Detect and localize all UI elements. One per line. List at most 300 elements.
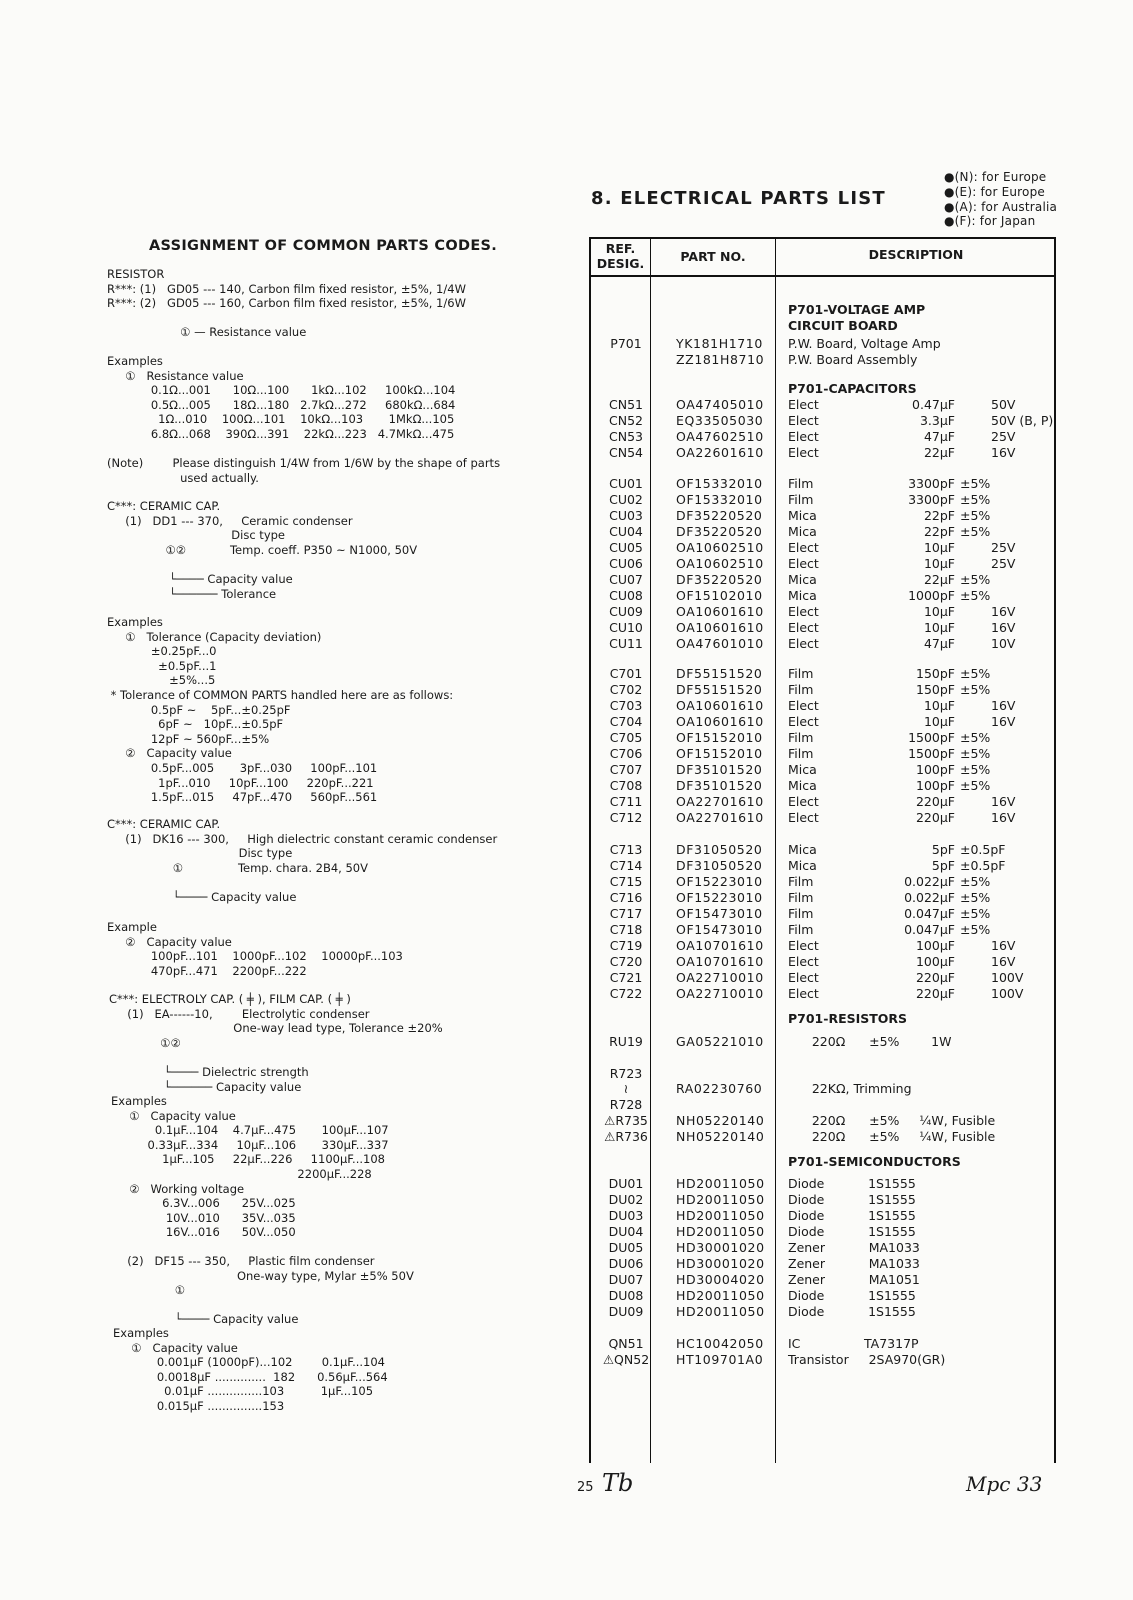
part-no-cell: DF55151520 bbox=[676, 666, 763, 681]
ref-cell: R728 bbox=[609, 1097, 643, 1112]
header-ref: REF. DESIG. bbox=[596, 241, 645, 271]
voltage-cell: 16V bbox=[991, 445, 1016, 460]
table-row bbox=[591, 429, 1054, 445]
part-no-cell: OA22601610 bbox=[676, 445, 764, 460]
part-no-cell: EQ33505030 bbox=[676, 413, 764, 428]
voltage-cell: 16V bbox=[991, 954, 1016, 969]
voltage-cell: 16V bbox=[991, 714, 1016, 729]
description-cell: 22KΩ, Trimming bbox=[788, 1081, 912, 1096]
value-cell: 10µF bbox=[923, 620, 955, 635]
voltage-cell: 16V bbox=[991, 620, 1016, 635]
description-cell: Film bbox=[788, 492, 814, 507]
table-row bbox=[591, 858, 1054, 874]
table-row bbox=[591, 508, 1054, 524]
value-cell: 0.022µF bbox=[904, 890, 955, 905]
table-row bbox=[591, 986, 1054, 1002]
electrolytic-examples: Examples ① Capacity value 0.1µF...104 4.7µF...475 100µF...107 0.33µF...334 10µF...106 330µF...337 1µF...105 22µF...226 1100µF...108 2200µF...228 ② Working voltage 6.3V...006 25V...025 10V...010 35V...035 16V...016 50V...050 bbox=[111, 1094, 389, 1240]
value-cell: 0.047µF bbox=[904, 906, 955, 921]
description-cell: Elect bbox=[788, 413, 819, 428]
value-cell: 3.3µF bbox=[919, 413, 955, 428]
value-cell: 10µF bbox=[923, 698, 955, 713]
description-cell: Mica bbox=[788, 842, 817, 857]
table-row bbox=[591, 682, 1054, 698]
part-no-cell: OF15332010 bbox=[676, 476, 763, 491]
voltage-cell: 25V bbox=[991, 540, 1016, 555]
note-e: ●(E): for Europe bbox=[944, 184, 1045, 199]
table-row bbox=[591, 604, 1054, 620]
part-no-cell: NH05220140 bbox=[676, 1129, 765, 1144]
description-cell: Film bbox=[788, 922, 814, 937]
description-cell: Diode 1S1555 bbox=[788, 1304, 916, 1319]
ref-cell: ⚠QN52 bbox=[602, 1352, 650, 1367]
film-cap: (2) DF15 --- 350, Plastic film condenser One-way type, Mylar ±5% 50V ① └──── Capacity value bbox=[127, 1254, 414, 1327]
table-row bbox=[591, 1208, 1054, 1224]
table-row bbox=[591, 1176, 1054, 1192]
table-row bbox=[591, 1113, 1054, 1129]
value-cell: 3300pF bbox=[908, 476, 955, 491]
part-no-cell: DF35220520 bbox=[676, 508, 763, 523]
ref-cell: CU11 bbox=[609, 636, 643, 651]
handwritten-mark: Tb bbox=[602, 1469, 634, 1497]
part-no-cell: OA10601610 bbox=[676, 604, 764, 619]
description-cell: Zener MA1033 bbox=[788, 1240, 920, 1255]
description-cell: Diode 1S1555 bbox=[788, 1288, 916, 1303]
description-cell: Elect bbox=[788, 540, 819, 555]
region-notes bbox=[944, 170, 1057, 229]
table-row bbox=[591, 476, 1054, 492]
ref-cell: DU03 bbox=[608, 1208, 644, 1223]
tolerance-cell: ±5% bbox=[960, 890, 991, 905]
ref-cell: ⚠R736 bbox=[604, 1129, 648, 1144]
table-row bbox=[591, 714, 1054, 730]
part-no-cell: OA10701610 bbox=[676, 938, 764, 953]
description-cell: Elect bbox=[788, 714, 819, 729]
part-no-cell: OA10601610 bbox=[676, 714, 764, 729]
part-no-cell: NH05220140 bbox=[676, 1113, 765, 1128]
header-divider bbox=[591, 275, 1054, 277]
tolerance-cell: ±5% bbox=[960, 682, 991, 697]
table-row bbox=[591, 778, 1054, 794]
ref-cell: P701 bbox=[610, 336, 642, 351]
table-row bbox=[591, 842, 1054, 858]
table-row bbox=[591, 1336, 1054, 1352]
part-no-cell: DF35101520 bbox=[676, 778, 763, 793]
film-examples: Examples ① Capacity value 0.001µF (1000pF)...102 0.1µF...104 0.0018µF .............. 182 0.56µF...564 0.01µF ...............103 1µF...105 0.015µF ...............153 bbox=[113, 1326, 388, 1413]
tolerance-cell: ±5% bbox=[960, 588, 991, 603]
description-cell: Diode 1S1555 bbox=[788, 1192, 916, 1207]
table-row bbox=[591, 1224, 1054, 1240]
description-cell: Elect bbox=[788, 794, 819, 809]
voltage-cell: 16V bbox=[991, 810, 1016, 825]
value-cell: 100pF bbox=[916, 762, 955, 777]
page-number: 25 bbox=[577, 1480, 594, 1495]
table-row bbox=[591, 1240, 1054, 1256]
part-no-cell: OF15223010 bbox=[676, 874, 763, 889]
part-no-cell: OF15473010 bbox=[676, 906, 763, 921]
value-cell: 3300pF bbox=[908, 492, 955, 507]
description-cell: Mica bbox=[788, 858, 817, 873]
part-no-cell: OF15223010 bbox=[676, 890, 763, 905]
ref-cell: C714 bbox=[609, 858, 643, 873]
group-title: P701-SEMICONDUCTORS bbox=[788, 1154, 961, 1169]
ref-cell: C706 bbox=[609, 746, 643, 761]
tolerance-cell: ±5% bbox=[960, 476, 991, 491]
description-cell: Zener MA1033 bbox=[788, 1256, 920, 1271]
tolerance-cell: ±5% bbox=[960, 508, 991, 523]
table-row bbox=[591, 588, 1054, 604]
part-no-cell: HD20011050 bbox=[676, 1304, 765, 1319]
ref-cell: C713 bbox=[609, 842, 643, 857]
part-no-cell: GA05221010 bbox=[676, 1034, 764, 1049]
ref-cell: RU19 bbox=[609, 1034, 643, 1049]
ref-cell: CU04 bbox=[609, 524, 643, 539]
description-cell: Mica bbox=[788, 508, 817, 523]
ref-cell: ⚠R735 bbox=[604, 1113, 648, 1128]
group-title: P701-RESISTORS bbox=[788, 1011, 908, 1026]
ref-cell: DU07 bbox=[608, 1272, 644, 1287]
parts-list-title: 8. ELECTRICAL PARTS LIST bbox=[591, 188, 886, 209]
description-cell: 220Ω ±5% ¼W, Fusible bbox=[788, 1129, 996, 1144]
group-title: P701-VOLTAGE AMP CIRCUIT BOARD bbox=[788, 302, 926, 333]
table-row bbox=[591, 970, 1054, 986]
table-row bbox=[591, 636, 1054, 652]
value-cell: 100µF bbox=[915, 954, 955, 969]
description-cell: Transistor 2SA970(GR) bbox=[788, 1352, 946, 1367]
part-no-cell: YK181H1710 bbox=[676, 336, 763, 351]
part-no-cell: OF15152010 bbox=[676, 730, 763, 745]
ref-cell: C717 bbox=[609, 906, 643, 921]
resistor-block: RESISTOR R***: (1) GD05 --- 140, Carbon film fixed resistor, ±5%, 1/4W R***: (2) GD05 --- 160, Carbon film fixed resistor, ±5%, 1/6W ① — Resistance value bbox=[107, 267, 466, 340]
table-row bbox=[591, 352, 1054, 368]
ref-cell: DU08 bbox=[608, 1288, 644, 1303]
table-row bbox=[591, 938, 1054, 954]
part-no-cell: OF15473010 bbox=[676, 922, 763, 937]
part-no-cell: DF55151520 bbox=[676, 682, 763, 697]
part-no-cell: RA02230760 bbox=[676, 1081, 763, 1096]
ref-cell: DU04 bbox=[608, 1224, 644, 1239]
description-cell: 220Ω ±5% 1W bbox=[788, 1034, 952, 1049]
tolerance-cell: ±5% bbox=[960, 746, 991, 761]
ref-cell: C718 bbox=[609, 922, 643, 937]
voltage-cell: 25V bbox=[991, 556, 1016, 571]
table-row bbox=[591, 1304, 1054, 1320]
ref-cell: CU09 bbox=[609, 604, 643, 619]
description-cell: Elect bbox=[788, 698, 819, 713]
description-cell: Elect bbox=[788, 970, 819, 985]
voltage-cell: 50V (B, P) bbox=[991, 413, 1054, 428]
tolerance-cell: ±5% bbox=[960, 762, 991, 777]
value-cell: 1500pF bbox=[908, 746, 955, 761]
description-cell: Film bbox=[788, 890, 814, 905]
table-row bbox=[591, 666, 1054, 682]
ref-cell: ≀ bbox=[623, 1081, 629, 1096]
tolerance-cell: ±5% bbox=[960, 874, 991, 889]
table-row bbox=[591, 556, 1054, 572]
table-row bbox=[591, 1272, 1054, 1288]
table-row bbox=[591, 492, 1054, 508]
ref-cell: CN53 bbox=[609, 429, 643, 444]
value-cell: 220µF bbox=[915, 970, 955, 985]
description-cell: Mica bbox=[788, 762, 817, 777]
ref-cell: CU03 bbox=[609, 508, 643, 523]
description-cell: IC TA7317P bbox=[788, 1336, 919, 1351]
ref-cell: CN52 bbox=[609, 413, 643, 428]
part-no-cell: DF35220520 bbox=[676, 524, 763, 539]
value-cell: 220µF bbox=[915, 986, 955, 1001]
ref-cell: C722 bbox=[609, 986, 643, 1001]
value-cell: 100µF bbox=[915, 938, 955, 953]
table-row bbox=[591, 397, 1054, 413]
header-part: PART NO. bbox=[680, 249, 746, 264]
description-cell: Elect bbox=[788, 397, 819, 412]
description-cell: Elect bbox=[788, 636, 819, 651]
ref-cell: CU06 bbox=[609, 556, 643, 571]
description-cell: Mica bbox=[788, 778, 817, 793]
ref-cell: DU02 bbox=[608, 1192, 644, 1207]
part-no-cell: OF15332010 bbox=[676, 492, 763, 507]
table-row bbox=[591, 1256, 1054, 1272]
part-no-cell: OF15152010 bbox=[676, 746, 763, 761]
description-cell: Diode 1S1555 bbox=[788, 1176, 916, 1191]
description-cell: Elect bbox=[788, 954, 819, 969]
table-row bbox=[591, 1129, 1054, 1145]
value-cell: 220µF bbox=[915, 794, 955, 809]
tolerance-cell: ±0.5pF bbox=[960, 842, 1006, 857]
description-cell: Elect bbox=[788, 556, 819, 571]
ref-cell: C701 bbox=[609, 666, 643, 681]
part-no-cell: HD20011050 bbox=[676, 1192, 765, 1207]
voltage-cell: 100V bbox=[991, 970, 1024, 985]
table-row bbox=[591, 954, 1054, 970]
description-cell: P.W. Board, Voltage Amp bbox=[788, 336, 941, 351]
tolerance-cell: ±5% bbox=[960, 778, 991, 793]
table-row bbox=[591, 540, 1054, 556]
ref-cell: DU01 bbox=[608, 1176, 644, 1191]
part-no-cell: HD30001020 bbox=[676, 1256, 765, 1271]
value-cell: 150pF bbox=[916, 682, 955, 697]
voltage-cell: 16V bbox=[991, 794, 1016, 809]
description-cell: Mica bbox=[788, 524, 817, 539]
tolerance-cell: ±5% bbox=[960, 572, 991, 587]
voltage-cell: 16V bbox=[991, 698, 1016, 713]
table-row bbox=[591, 1034, 1054, 1050]
ref-cell: CU08 bbox=[609, 588, 643, 603]
value-cell: 1000pF bbox=[908, 588, 955, 603]
description-cell: Elect bbox=[788, 810, 819, 825]
description-cell: Diode 1S1555 bbox=[788, 1208, 916, 1223]
ref-cell: CU02 bbox=[609, 492, 643, 507]
tolerance-cell: ±5% bbox=[960, 492, 991, 507]
value-cell: 100pF bbox=[916, 778, 955, 793]
description-cell: Mica bbox=[788, 588, 817, 603]
part-no-cell: HD30001020 bbox=[676, 1240, 765, 1255]
table-row bbox=[591, 1352, 1054, 1368]
part-no-cell: OA22701610 bbox=[676, 794, 764, 809]
ref-cell: C711 bbox=[609, 794, 643, 809]
tolerance-cell: ±5% bbox=[960, 922, 991, 937]
table-row bbox=[591, 1192, 1054, 1208]
voltage-cell: 16V bbox=[991, 604, 1016, 619]
value-cell: 22pF bbox=[923, 524, 955, 539]
ref-cell: C704 bbox=[609, 714, 643, 729]
part-no-cell: HT109701A0 bbox=[676, 1352, 764, 1367]
ref-cell: C705 bbox=[609, 730, 643, 745]
value-cell: 5pF bbox=[931, 858, 955, 873]
value-cell: 1500pF bbox=[908, 730, 955, 745]
value-cell: 150pF bbox=[916, 666, 955, 681]
table-row bbox=[591, 1288, 1054, 1304]
value-cell: 47µF bbox=[923, 429, 955, 444]
voltage-cell: 10V bbox=[991, 636, 1016, 651]
ref-cell: DU06 bbox=[608, 1256, 644, 1271]
ref-cell: CU05 bbox=[609, 540, 643, 555]
part-no-cell: ZZ181H8710 bbox=[676, 352, 765, 367]
description-cell: Film bbox=[788, 476, 814, 491]
table-row bbox=[591, 698, 1054, 714]
part-no-cell: HC10042050 bbox=[676, 1336, 764, 1351]
header-desc: DESCRIPTION bbox=[868, 247, 964, 262]
value-cell: 47µF bbox=[923, 636, 955, 651]
electrolytic-cap: C***: ELECTROLY CAP. ( ╪ ), FILM CAP. ( ╪ ) (1) EA------10, Electrolytic condenser One-way lead type, Tolerance ±20% ①② └──── Dielectric strength └────── Capacity value bbox=[109, 992, 443, 1094]
ref-cell: C716 bbox=[609, 890, 643, 905]
parts-table bbox=[589, 237, 1056, 1463]
tolerance-cell: ±5% bbox=[960, 730, 991, 745]
tolerance-cell: ±5% bbox=[960, 906, 991, 921]
description-cell: Elect bbox=[788, 604, 819, 619]
ref-cell: C702 bbox=[609, 682, 643, 697]
value-cell: 220µF bbox=[915, 810, 955, 825]
ref-cell: C719 bbox=[609, 938, 643, 953]
value-cell: 22µF bbox=[923, 572, 955, 587]
description-cell: Elect bbox=[788, 445, 819, 460]
description-cell: Elect bbox=[788, 620, 819, 635]
ref-cell: CN54 bbox=[609, 445, 643, 460]
value-cell: 10µF bbox=[923, 556, 955, 571]
part-no-cell: OA10701610 bbox=[676, 954, 764, 969]
table-row bbox=[591, 1097, 1054, 1113]
part-no-cell: OA10601610 bbox=[676, 620, 764, 635]
part-no-cell: DF31050520 bbox=[676, 858, 763, 873]
part-no-cell: OA22710010 bbox=[676, 986, 764, 1001]
ref-cell: C715 bbox=[609, 874, 643, 889]
description-cell: Film bbox=[788, 682, 814, 697]
ref-cell: CU01 bbox=[609, 476, 643, 491]
value-cell: 22µF bbox=[923, 445, 955, 460]
tolerance-cell: ±5% bbox=[960, 666, 991, 681]
description-cell: Film bbox=[788, 906, 814, 921]
ceramic-cap-2: C***: CERAMIC CAP. (1) DK16 --- 300, High dielectric constant ceramic condenser Disc type ① Temp. chara. 2B4, 50V └──── Capacity value bbox=[107, 817, 498, 904]
voltage-cell: 16V bbox=[991, 938, 1016, 953]
table-row bbox=[591, 730, 1054, 746]
description-cell: P.W. Board Assembly bbox=[788, 352, 918, 367]
ref-cell: CU10 bbox=[609, 620, 643, 635]
part-no-cell: OA10602510 bbox=[676, 556, 764, 571]
description-cell: Zener MA1051 bbox=[788, 1272, 920, 1287]
ceramic-cap-1: C***: CERAMIC CAP. (1) DD1 --- 370, Ceramic condenser Disc type ①② Temp. coeff. P350 ~ N1000, 50V └──── Capacity value └────── Tolerance bbox=[107, 499, 418, 601]
part-no-cell: HD20011050 bbox=[676, 1288, 765, 1303]
table-row bbox=[591, 572, 1054, 588]
description-cell: Mica bbox=[788, 572, 817, 587]
voltage-cell: 100V bbox=[991, 986, 1024, 1001]
part-no-cell: OA10601610 bbox=[676, 698, 764, 713]
part-no-cell: OA22701610 bbox=[676, 810, 764, 825]
tolerance-cell: ±0.5pF bbox=[960, 858, 1006, 873]
ref-cell: C720 bbox=[609, 954, 643, 969]
part-no-cell: HD30004020 bbox=[676, 1272, 765, 1287]
table-row bbox=[591, 762, 1054, 778]
ref-cell: R723 bbox=[609, 1066, 643, 1081]
part-no-cell: OA47405010 bbox=[676, 397, 764, 412]
table-row bbox=[591, 620, 1054, 636]
ref-cell: QN51 bbox=[608, 1336, 644, 1351]
table-row bbox=[591, 922, 1054, 938]
ref-cell: C703 bbox=[609, 698, 643, 713]
part-no-cell: OA22710010 bbox=[676, 970, 764, 985]
ref-cell: DU09 bbox=[608, 1304, 644, 1319]
ref-cell: C721 bbox=[609, 970, 643, 985]
description-cell: Film bbox=[788, 730, 814, 745]
table-row bbox=[591, 445, 1054, 461]
description-cell: 220Ω ±5% ¼W, Fusible bbox=[788, 1113, 996, 1128]
resistor-examples: Examples ① Resistance value 0.1Ω...001 10Ω...100 1kΩ...102 100kΩ...104 0.5Ω...005 18Ω...180 2.7kΩ...272 680kΩ...684 1Ω...010 100Ω...101 10kΩ...103 1MkΩ...105 6.8Ω...068 390Ω...391 22kΩ...223 4.7MkΩ...475 bbox=[107, 354, 456, 441]
part-no-cell: DF35220520 bbox=[676, 572, 763, 587]
table-row bbox=[591, 890, 1054, 906]
voltage-cell: 25V bbox=[991, 429, 1016, 444]
description-cell: Diode 1S1555 bbox=[788, 1224, 916, 1239]
note-a: ●(A): for Australia bbox=[944, 199, 1058, 214]
resistor-note: (Note) Please distinguish 1/4W from 1/6W by the shape of parts used actually. bbox=[107, 456, 501, 485]
part-no-cell: HD20011050 bbox=[676, 1224, 765, 1239]
table-row bbox=[591, 336, 1054, 352]
value-cell: 0.047µF bbox=[904, 922, 955, 937]
part-no-cell: OA47601010 bbox=[676, 636, 764, 651]
description-cell: Film bbox=[788, 666, 814, 681]
table-row bbox=[591, 810, 1054, 826]
table-row bbox=[591, 1066, 1054, 1082]
table-row bbox=[591, 906, 1054, 922]
part-no-cell: DF35101520 bbox=[676, 762, 763, 777]
table-row bbox=[591, 794, 1054, 810]
table-row bbox=[591, 1081, 1054, 1097]
voltage-cell: 50V bbox=[991, 397, 1016, 412]
value-cell: 5pF bbox=[931, 842, 955, 857]
table-row bbox=[591, 524, 1054, 540]
note-n: ●(N): for Europe bbox=[944, 170, 1047, 184]
table-row bbox=[591, 874, 1054, 890]
description-cell: Film bbox=[788, 746, 814, 761]
table-row bbox=[591, 413, 1054, 429]
part-no-cell: OA47602510 bbox=[676, 429, 764, 444]
table-row bbox=[591, 746, 1054, 762]
value-cell: 0.022µF bbox=[904, 874, 955, 889]
handwritten-code: Mpc 33 bbox=[966, 1472, 1043, 1496]
ceramic-cap-1-examples: Examples ① Tolerance (Capacity deviation) ±0.25pF...0 ±0.5pF...1 ±5%...5 * Tolerance of COMMON PARTS handled here are as follows: 0.5pF ~ 5pF...±0.25pF 6pF ~ 10pF...±0.5pF 12pF ~ 560pF...±5% ② Capacity value 0.5pF...005 3pF...030 100pF...101 1pF...010 10pF...100 220pF...221 1.5pF...015 47pF...470 560pF...561 bbox=[107, 615, 454, 805]
ref-cell: C707 bbox=[609, 762, 643, 777]
part-no-cell: HD20011050 bbox=[676, 1176, 765, 1191]
common-parts-title: ASSIGNMENT OF COMMON PARTS CODES. bbox=[149, 238, 498, 254]
value-cell: 10µF bbox=[923, 604, 955, 619]
ref-cell: CU07 bbox=[609, 572, 643, 587]
ref-cell: DU05 bbox=[608, 1240, 644, 1255]
ref-cell: CN51 bbox=[609, 397, 643, 412]
value-cell: 10µF bbox=[923, 714, 955, 729]
ref-cell: C708 bbox=[609, 778, 643, 793]
part-no-cell: OF15102010 bbox=[676, 588, 763, 603]
value-cell: 0.47µF bbox=[912, 397, 955, 412]
ref-cell: C712 bbox=[609, 810, 643, 825]
ceramic-cap-2-example: Example ② Capacity value 100pF...101 1000pF...102 10000pF...103 470pF...471 2200pF...222 bbox=[107, 920, 403, 978]
value-cell: 22pF bbox=[923, 508, 955, 523]
